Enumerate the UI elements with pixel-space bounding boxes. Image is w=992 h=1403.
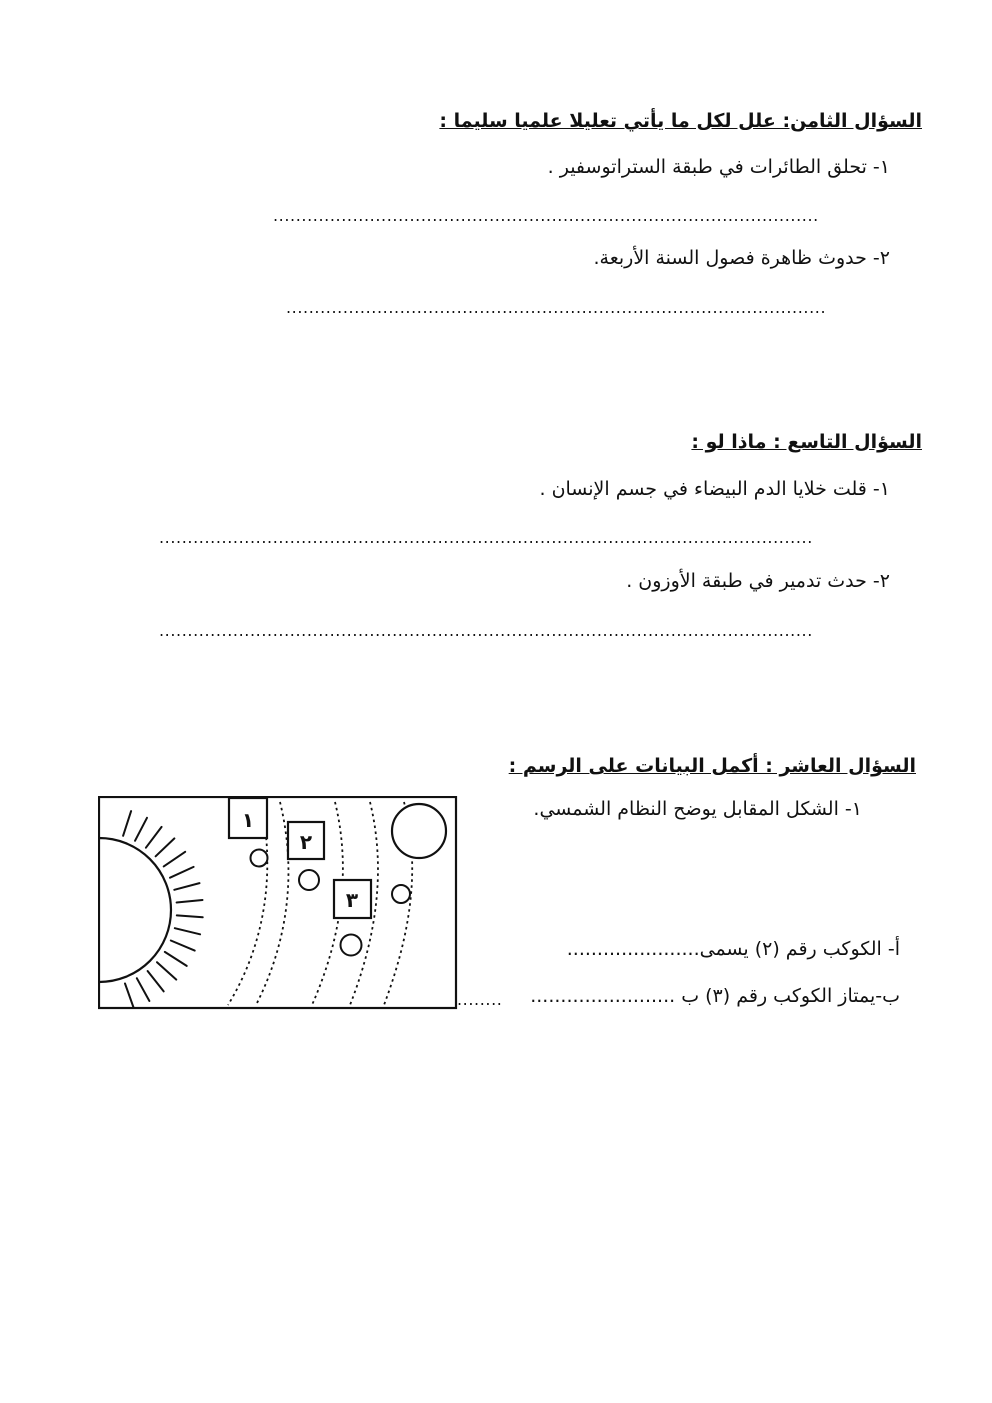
q10-heading: السؤال العاشر : أكمل البيانات على الرسم :: [508, 755, 916, 777]
label-2: ٢: [299, 830, 313, 854]
planet-5: [392, 804, 446, 858]
sun-ray: [148, 971, 164, 991]
q10-item-a: أ- الكوكب رقم (٢) يسمى......................: [566, 938, 900, 960]
planet-3: [341, 935, 362, 956]
sun-ray: [175, 928, 200, 934]
q9-answer-line-1[interactable]: ...................................................................................................................: [159, 528, 813, 547]
sun-ray: [177, 915, 203, 917]
sun-ray: [135, 818, 147, 841]
sun-ray: [146, 827, 162, 848]
q9-item-1: ١- قلت خلايا الدم البيضاء في جسم الإنسان .: [539, 478, 890, 500]
q9-answer-line-2[interactable]: ...................................................................................................................: [159, 621, 813, 640]
planet-1: [251, 850, 268, 867]
label-3: ٣: [345, 888, 359, 912]
sun-ray: [177, 900, 203, 903]
q8-item-1: ١- تحلق الطائرات في طبقة الستراتوسفير .: [547, 156, 890, 178]
sun-ray: [123, 811, 131, 836]
q8-answer-line-2[interactable]: ...............................................................................................: [286, 298, 827, 317]
sun-ray: [157, 962, 176, 979]
sun-ray: [174, 883, 199, 890]
sun: [99, 838, 171, 982]
planet-2: [299, 870, 319, 890]
sun-ray: [164, 852, 186, 867]
sun-ray: [170, 867, 194, 878]
q8-answer-line-1[interactable]: ................................................................................................: [273, 206, 819, 225]
sun-ray: [137, 978, 150, 1001]
planet-4: [392, 885, 410, 903]
label-1: ١: [241, 808, 255, 832]
sun-ray: [165, 952, 187, 966]
q8-heading: السؤال الثامن: علل لكل ما يأتي تعليلا علميا سليما :: [439, 110, 922, 132]
sun-ray: [125, 984, 134, 1009]
q10-intro: ١- الشكل المقابل يوضح النظام الشمسي.: [533, 798, 862, 820]
q8-item-2: ٢- حدوث ظاهرة فصول السنة الأربعة.: [593, 247, 890, 269]
q9-heading: السؤال التاسع : ماذا لو :: [691, 431, 922, 453]
sun-ray: [156, 838, 175, 856]
sun-ray: [171, 941, 195, 951]
q10-item-b-answer-line[interactable]: ........: [457, 990, 503, 1009]
q10-item-b: ب-يمتاز الكوكب رقم (٣) ب ........................: [530, 985, 900, 1007]
solar-system-diagram: [98, 796, 458, 1010]
q9-item-2: ٢- حدث تدمير في طبقة الأوزون .: [626, 570, 890, 592]
